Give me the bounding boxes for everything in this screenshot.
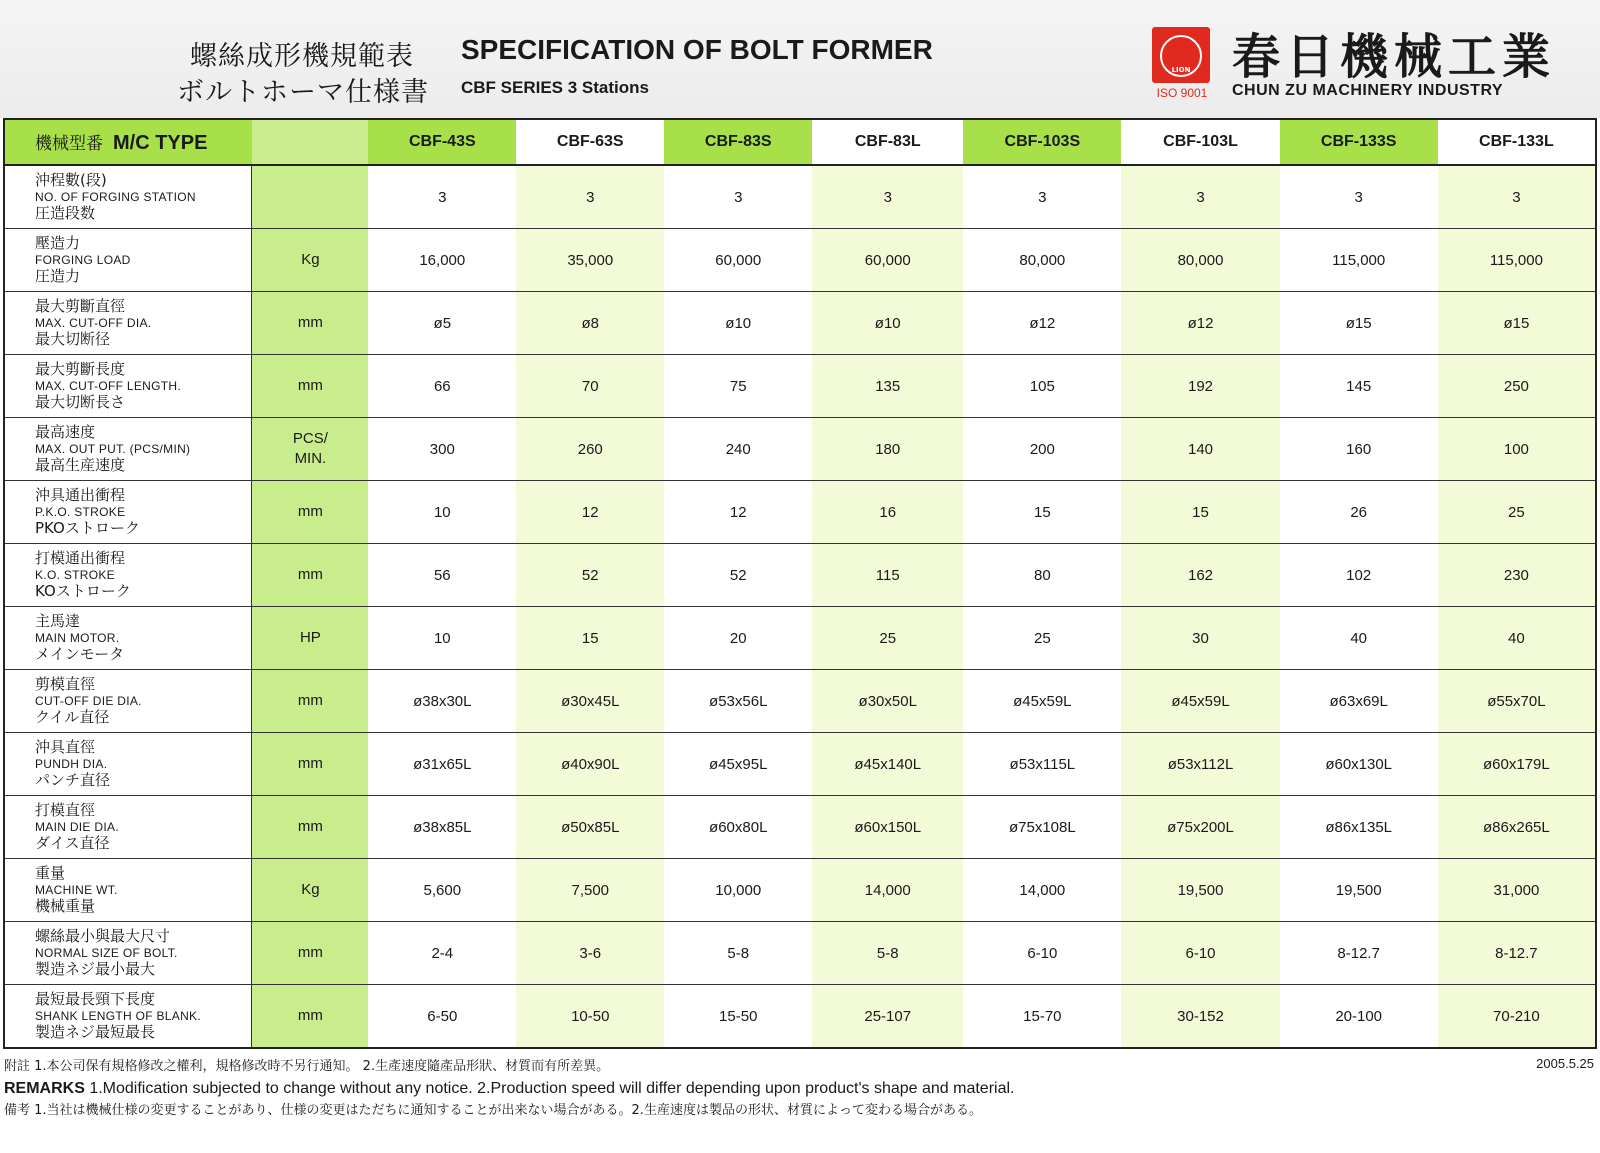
row-label-l3: 製造ネジ最短最長 — [35, 1023, 156, 1041]
row-label-l2: MAIN DIE DIA. — [35, 820, 119, 834]
row-label — [4, 481, 252, 544]
spec-value: 14,000 — [963, 859, 1121, 922]
spec-value: 66 — [368, 355, 516, 418]
spec-value: 180 — [812, 418, 963, 481]
spec-value: 12 — [516, 481, 664, 544]
spec-value: 100 — [1438, 418, 1596, 481]
model-header: CBF-103L — [1121, 119, 1279, 165]
spec-value: 3-6 — [516, 922, 664, 985]
row-label — [4, 607, 252, 670]
spec-value: ø86x135L — [1280, 796, 1438, 859]
spec-value: 25 — [963, 607, 1121, 670]
spec-value: 25-107 — [812, 985, 963, 1049]
spec-value: ø53x112L — [1121, 733, 1279, 796]
logo-text: LION — [1171, 66, 1191, 74]
spec-value: 135 — [812, 355, 963, 418]
spec-value: 20-100 — [1280, 985, 1438, 1049]
row-label — [4, 985, 252, 1049]
spec-value: 6-10 — [1121, 922, 1279, 985]
spec-value: 10-50 — [516, 985, 664, 1049]
table-row — [4, 607, 1596, 670]
row-unit: mm — [252, 481, 368, 544]
row-label-l2: MACHINE WT. — [35, 883, 118, 897]
spec-value: 3 — [1280, 165, 1438, 229]
row-label — [4, 229, 252, 292]
spec-value: 15-50 — [664, 985, 812, 1049]
title-english: SPECIFICATION OF BOLT FORMER — [461, 34, 933, 65]
spec-value: 16 — [812, 481, 963, 544]
spec-value: 70-210 — [1438, 985, 1596, 1049]
table-row — [4, 355, 1596, 418]
spec-value: ø60x80L — [664, 796, 812, 859]
row-label-l2: FORGING LOAD — [35, 253, 131, 267]
spec-value: 3 — [963, 165, 1121, 229]
spec-value: 19,500 — [1121, 859, 1279, 922]
row-label-l1: 重量 — [35, 864, 66, 882]
spec-value: 14,000 — [812, 859, 963, 922]
spec-value: 35,000 — [516, 229, 664, 292]
row-unit: mm — [252, 544, 368, 607]
spec-value: ø30x45L — [516, 670, 664, 733]
spec-value: 160 — [1280, 418, 1438, 481]
spec-value: ø10 — [664, 292, 812, 355]
spec-value: 260 — [516, 418, 664, 481]
row-label-l3: 最大切断径 — [35, 330, 111, 348]
remarks-label: REMARKS — [4, 1080, 85, 1097]
table-row — [4, 481, 1596, 544]
specification-table — [3, 118, 1597, 1049]
row-label-l3: パンチ直径 — [35, 771, 111, 789]
spec-value: ø60x130L — [1280, 733, 1438, 796]
spec-value: 15-70 — [963, 985, 1121, 1049]
spec-value: ø50x85L — [516, 796, 664, 859]
spec-value: ø12 — [963, 292, 1121, 355]
remarks-block — [4, 1056, 1596, 1122]
spec-value: 115,000 — [1280, 229, 1438, 292]
spec-value: 230 — [1438, 544, 1596, 607]
model-header: CBF-133S — [1280, 119, 1438, 165]
remarks-english — [4, 1078, 1596, 1100]
row-label-l2: MAIN MOTOR. — [35, 631, 120, 645]
spec-value: 16,000 — [368, 229, 516, 292]
spec-value: 15 — [1121, 481, 1279, 544]
row-unit: PCS/ MIN. — [252, 418, 368, 481]
spec-value: 102 — [1280, 544, 1438, 607]
row-label-l3: メインモータ — [35, 645, 125, 663]
spec-value: 7,500 — [516, 859, 664, 922]
spec-value: ø8 — [516, 292, 664, 355]
row-unit: mm — [252, 796, 368, 859]
model-header: CBF-103S — [963, 119, 1121, 165]
row-unit: mm — [252, 670, 368, 733]
spec-value: 30 — [1121, 607, 1279, 670]
table-row — [4, 292, 1596, 355]
title-chinese: 螺絲成形機規範表 — [190, 41, 414, 72]
row-label-l3: ダイス直径 — [35, 834, 110, 852]
table-row — [4, 859, 1596, 922]
table-row — [4, 544, 1596, 607]
spec-value: ø45x59L — [963, 670, 1121, 733]
spec-value: ø53x56L — [664, 670, 812, 733]
row-label — [4, 165, 252, 229]
row-label-l3: KOストローク — [35, 582, 131, 600]
row-label — [4, 418, 252, 481]
spec-value: 15 — [963, 481, 1121, 544]
row-unit — [252, 165, 368, 229]
row-label-l3: 圧造段数 — [35, 204, 96, 222]
header-mc-type — [4, 119, 252, 165]
spec-value: 200 — [963, 418, 1121, 481]
spec-value: 300 — [368, 418, 516, 481]
remarks-chinese: 附註 1.本公司保有規格修改之權利，規格修改時不另行通知。 2.生產速度隨產品形狀、材質而有所差異。 — [4, 1059, 610, 1074]
spec-value: 31,000 — [1438, 859, 1596, 922]
spec-value: 80,000 — [963, 229, 1121, 292]
spec-value: 5,600 — [368, 859, 516, 922]
document-date: 2005.5.25 — [1536, 1056, 1594, 1071]
spec-value: 26 — [1280, 481, 1438, 544]
row-label-l1: 最大剪斷直徑 — [35, 297, 126, 315]
row-label-l2: P.K.O. STROKE — [35, 505, 126, 519]
spec-value: ø15 — [1280, 292, 1438, 355]
spec-value: 75 — [664, 355, 812, 418]
spec-value: 25 — [812, 607, 963, 670]
spec-value: 60,000 — [664, 229, 812, 292]
spec-value: 40 — [1280, 607, 1438, 670]
table-row — [4, 985, 1596, 1049]
spec-value: ø30x50L — [812, 670, 963, 733]
table-row — [4, 229, 1596, 292]
row-label-l2: PUNDH DIA. — [35, 757, 108, 771]
spec-value: 240 — [664, 418, 812, 481]
row-label-l1: 螺絲最小與最大尺寸 — [35, 927, 171, 945]
spec-value: 30-152 — [1121, 985, 1279, 1049]
spec-value: ø86x265L — [1438, 796, 1596, 859]
subtitle-series: CBF SERIES 3 Stations — [461, 78, 649, 97]
header-mc-type-cn: 機械型番 — [35, 134, 103, 154]
spec-value: 3 — [516, 165, 664, 229]
spec-value: 20 — [664, 607, 812, 670]
row-label — [4, 859, 252, 922]
spec-value: 12 — [664, 481, 812, 544]
spec-value: 3 — [664, 165, 812, 229]
row-label-l2: NO. OF FORGING STATION — [35, 190, 196, 204]
spec-value: 3 — [812, 165, 963, 229]
spec-value: 52 — [516, 544, 664, 607]
row-label — [4, 733, 252, 796]
spec-value: 192 — [1121, 355, 1279, 418]
row-unit: mm — [252, 922, 368, 985]
row-label — [4, 796, 252, 859]
spec-value: 105 — [963, 355, 1121, 418]
spec-value: ø60x150L — [812, 796, 963, 859]
spec-value: 8-12.7 — [1438, 922, 1596, 985]
spec-value: 56 — [368, 544, 516, 607]
row-label-l1: 打模直徑 — [35, 801, 96, 819]
row-label-l3: 圧造力 — [35, 267, 81, 285]
spec-value: ø53x115L — [963, 733, 1121, 796]
header-mc-type-en: M/C TYPE — [113, 132, 208, 154]
spec-value: 5-8 — [664, 922, 812, 985]
row-label-l2: CUT-OFF DIE DIA. — [35, 694, 142, 708]
row-unit: mm — [252, 985, 368, 1049]
row-unit: Kg — [252, 859, 368, 922]
iso-label: ISO 9001 — [1156, 86, 1208, 100]
spec-value: ø15 — [1438, 292, 1596, 355]
spec-value: ø40x90L — [516, 733, 664, 796]
spec-value: 80 — [963, 544, 1121, 607]
spec-value: ø38x85L — [368, 796, 516, 859]
row-label — [4, 292, 252, 355]
spec-value: 60,000 — [812, 229, 963, 292]
row-label-l2: SHANK LENGTH OF BLANK. — [35, 1009, 201, 1023]
header — [0, 0, 1600, 118]
model-header: CBF-133L — [1438, 119, 1596, 165]
row-label-l2: MAX. CUT-OFF DIA. — [35, 316, 152, 330]
spec-value: 250 — [1438, 355, 1596, 418]
spec-value: ø10 — [812, 292, 963, 355]
spec-value: 10 — [368, 481, 516, 544]
table-row — [4, 418, 1596, 481]
table-row — [4, 733, 1596, 796]
spec-value: 15 — [516, 607, 664, 670]
spec-value: ø31x65L — [368, 733, 516, 796]
spec-value: ø38x30L — [368, 670, 516, 733]
model-header: CBF-63S — [516, 119, 664, 165]
spec-value: ø75x200L — [1121, 796, 1279, 859]
spec-value: 70 — [516, 355, 664, 418]
row-label-l2: NORMAL SIZE OF BOLT. — [35, 946, 178, 960]
table-row — [4, 670, 1596, 733]
table-row — [4, 165, 1596, 229]
spec-value: 2-4 — [368, 922, 516, 985]
row-unit: Kg — [252, 229, 368, 292]
row-label-l3: 最大切断長さ — [35, 393, 126, 411]
spec-value: 6-50 — [368, 985, 516, 1049]
row-label-l1: 剪模直徑 — [35, 675, 96, 693]
row-label-l2: MAX. CUT-OFF LENGTH. — [35, 379, 182, 393]
row-unit: mm — [252, 733, 368, 796]
header-unit-cell — [252, 119, 368, 165]
row-label — [4, 355, 252, 418]
spec-value: 40 — [1438, 607, 1596, 670]
model-header: CBF-43S — [368, 119, 516, 165]
spec-value: 3 — [1121, 165, 1279, 229]
spec-value: 52 — [664, 544, 812, 607]
spec-value: 3 — [1438, 165, 1596, 229]
spec-value: ø45x59L — [1121, 670, 1279, 733]
row-label-l3: 機械重量 — [35, 897, 96, 915]
spec-value: 25 — [1438, 481, 1596, 544]
lion-logo-icon — [1152, 27, 1210, 83]
table-row — [4, 796, 1596, 859]
row-label-l2: MAX. OUT PUT. (PCS/MIN) — [35, 442, 191, 456]
remarks-english-text: 1.Modification subjected to change without any notice. 2.Production speed will differ depending upon product's shape and material. — [84, 1080, 1015, 1097]
model-header: CBF-83L — [812, 119, 963, 165]
spec-value: ø12 — [1121, 292, 1279, 355]
spec-value: 10,000 — [664, 859, 812, 922]
spec-value: 10 — [368, 607, 516, 670]
table-header-row — [4, 119, 1596, 165]
row-label-l3: 製造ネジ最小最大 — [35, 960, 156, 978]
spec-value: ø63x69L — [1280, 670, 1438, 733]
row-label — [4, 922, 252, 985]
spec-value: 115 — [812, 544, 963, 607]
spec-value: 19,500 — [1280, 859, 1438, 922]
spec-value: 115,000 — [1438, 229, 1596, 292]
row-label-l1: 沖具通出衝程 — [35, 486, 126, 504]
spec-value: 3 — [368, 165, 516, 229]
spec-value: ø60x179L — [1438, 733, 1596, 796]
row-label-l1: 最短最長頸下長度 — [35, 990, 156, 1008]
row-unit: mm — [252, 292, 368, 355]
company-name-english: CHUN ZU MACHINERY INDUSTRY — [1232, 82, 1504, 99]
spec-value: ø55x70L — [1438, 670, 1596, 733]
row-label-l1: 最高速度 — [35, 423, 96, 441]
row-label-l3: PKOストローク — [35, 519, 140, 537]
row-label-l1: 打模通出衝程 — [35, 549, 126, 567]
spec-value: 145 — [1280, 355, 1438, 418]
row-label-l2: K.O. STROKE — [35, 568, 115, 582]
row-label-l1: 沖具直徑 — [35, 738, 96, 756]
row-label-l1: 最大剪斷長度 — [35, 360, 126, 378]
spec-value: 80,000 — [1121, 229, 1279, 292]
spec-value: 140 — [1121, 418, 1279, 481]
row-label-l3: 最高生産速度 — [35, 456, 126, 474]
row-label-l1: 壓造力 — [35, 234, 81, 252]
row-label-l1: 主馬達 — [35, 612, 81, 630]
spec-value: ø45x95L — [664, 733, 812, 796]
model-header: CBF-83S — [664, 119, 812, 165]
table-row — [4, 922, 1596, 985]
spec-value: ø45x140L — [812, 733, 963, 796]
row-label — [4, 670, 252, 733]
row-label-l3: クイル直径 — [35, 708, 110, 726]
spec-value: 6-10 — [963, 922, 1121, 985]
spec-value: ø5 — [368, 292, 516, 355]
remarks-japanese: 備考 1.当社は機械仕様の変更することがあり、仕様の変更はただちに通知することが出来ない場合がある。2.生産速度は製品の形状、材質によって変わる場合がある。 — [4, 1103, 982, 1118]
spec-value: 8-12.7 — [1280, 922, 1438, 985]
row-label — [4, 544, 252, 607]
row-unit: HP — [252, 607, 368, 670]
spec-value: 5-8 — [812, 922, 963, 985]
row-unit: mm — [252, 355, 368, 418]
spec-value: 162 — [1121, 544, 1279, 607]
row-label-l1: 沖程數(段) — [35, 171, 107, 189]
company-name-chinese: 春日機械工業 — [1232, 29, 1557, 85]
spec-value: ø75x108L — [963, 796, 1121, 859]
title-japanese: ボルトホーマ仕様書 — [177, 77, 429, 108]
